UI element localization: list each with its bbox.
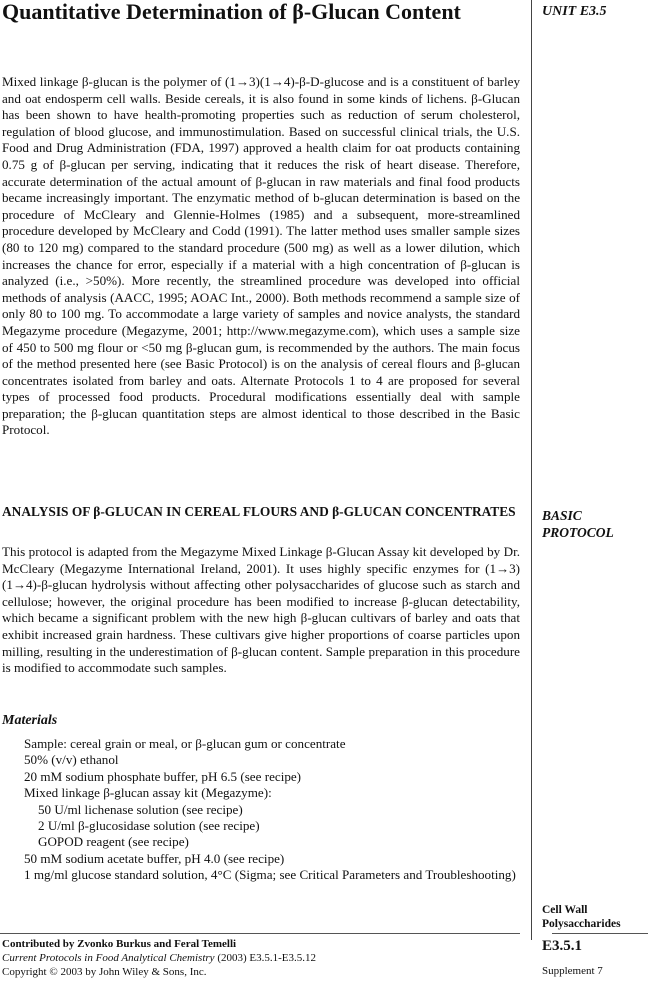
intro-section xyxy=(2,74,520,439)
supplement-label: Supplement 7 xyxy=(542,965,603,977)
page-code: E3.5.1 xyxy=(542,938,583,954)
citation-journal: Current Protocols in Food Analytical Chemistry xyxy=(2,952,215,964)
section-body xyxy=(2,544,520,677)
contributors: Contributed by Zvonko Burkus and Feral Temelli xyxy=(2,938,237,950)
copyright: Copyright © 2003 by John Wiley & Sons, Inc. xyxy=(2,966,207,978)
materials-subitem: 50 U/ml lichenase solution (see recipe) xyxy=(38,801,243,817)
materials-item: Sample: cereal grain or meal, or β-glucan gum or concentrate xyxy=(24,736,346,751)
page-footer xyxy=(2,937,522,979)
citation-details: (2003) E3.5.1-E3.5.12 xyxy=(217,952,316,964)
materials-item: 50 mM sodium acetate buffer, pH 4.0 (see recipe) xyxy=(24,850,285,866)
materials-heading: Materials xyxy=(2,713,58,728)
unit-label: UNIT E3.5 xyxy=(542,4,607,19)
materials-item: Mixed linkage β-glucan assay kit (Megazyme): xyxy=(24,785,272,801)
section-name-label: Cell Wall Polysaccharides xyxy=(542,904,621,930)
protocol-side-label: BASIC PROTOCOL xyxy=(542,508,614,540)
materials-item: 20 mM sodium phosphate buffer, pH 6.5 (see recipe) xyxy=(24,768,302,784)
sidebar-footer-rule xyxy=(552,933,648,934)
materials-subitem: GOPOD reagent (see recipe) xyxy=(38,834,189,850)
materials-item: 50% (v/v) ethanol xyxy=(24,752,119,768)
section-paragraph: This protocol is adapted from the Megazyme Mixed Linkage β-Glucan Assay kit developed by Dr. McCleary (Megazyme International Ireland, 2001). It uses highly specific enzymes for (1→3)(1→4)-β-glucan hydrolysis without affecting other polysaccharides of glucose such as starch and cellulose; however, the original procedure has been modified to increase β-glucan detectability, which became a significant problem with the new high β-glucan cultivars of barley and oats that exhibit increased grain hardness. These cultivars give higher proportions of coarse particles upon milling, resulting in the underestimation of β-glucan content. Sample preparation in this procedure is modified to accommodate such samples. xyxy=(2,544,520,676)
title-block xyxy=(2,0,520,24)
column-divider xyxy=(531,0,532,940)
section-heading: ANALYSIS OF β-GLUCAN IN CEREAL FLOURS AND β-GLUCAN CONCENTRATES xyxy=(2,504,516,519)
page-title: Quantitative Determination of β-Glucan Content xyxy=(2,0,461,24)
intro-paragraph: Mixed linkage β-glucan is the polymer of (1→3)(1→4)-β-D-glucose and is a constituent of barley and oat endosperm cell walls. Beside cereals, it is also found in some kinds of lichens. β-Glucan has been shown to have health-promoting properties such as reduction of serum cholesterol, regulation of blood glucose, and immunostimulation. Based on successful clinical trials, the U.S. Food and Drug Administration (FDA, 1997) approved a health claim for oat products containing 0.75 g of β-glucan per serving, indicating that it reduces the risk of heart disease. Therefore, accurate determination of the actual amount of β-glucan in raw materials and final food products became increasingly important. The enzymatic method of b-glucan determination is based on the procedure of McCleary and Glennie-Holmes (1985) and a subsequent, more-streamlined procedure developed by McCleary and Codd (1991). The latter method uses smaller sample sizes (80 to 120 mg) compared to the standard procedure (500 mg) as well as a lower dilution, which increases the chance for error, especially if a material with a high concentration of β-glucan is analyzed (i.e., >50%). More recently, the streamlined procedure was developed into official methods of analysis (AACC, 1995; AOAC Int., 2000). Both methods recommend a sample size of only 80 to 100 mg. To accommodate a large variety of samples and novice analysts, the standard Megazyme procedure (Megazyme, 2001; http://www.megazyme.com), which uses a sample size of 450 to 500 mg flour or <50 mg β-glucan gum, is recommended by the authors. The main focus of the method presented here (see Basic Protocol) is on the analysis of cereal flours and β-glucan concentrates isolated from barley and oats. Alternate Protocols 1 to 4 are proposed for several types of processed food products. Procedural modifications essentially deal with sample preparation; the β-glucan quantitation steps are almost identical to those described in the Basic Protocol. xyxy=(2,74,520,438)
materials-list xyxy=(24,736,518,884)
materials-subitem: 2 U/ml β-glucosidase solution (see recipe) xyxy=(38,818,260,834)
footer-rule xyxy=(0,933,520,934)
materials-item: 1 mg/ml glucose standard solution, 4°C (Sigma; see Critical Parameters and Troubleshooting) xyxy=(24,867,516,883)
citation xyxy=(2,951,522,965)
